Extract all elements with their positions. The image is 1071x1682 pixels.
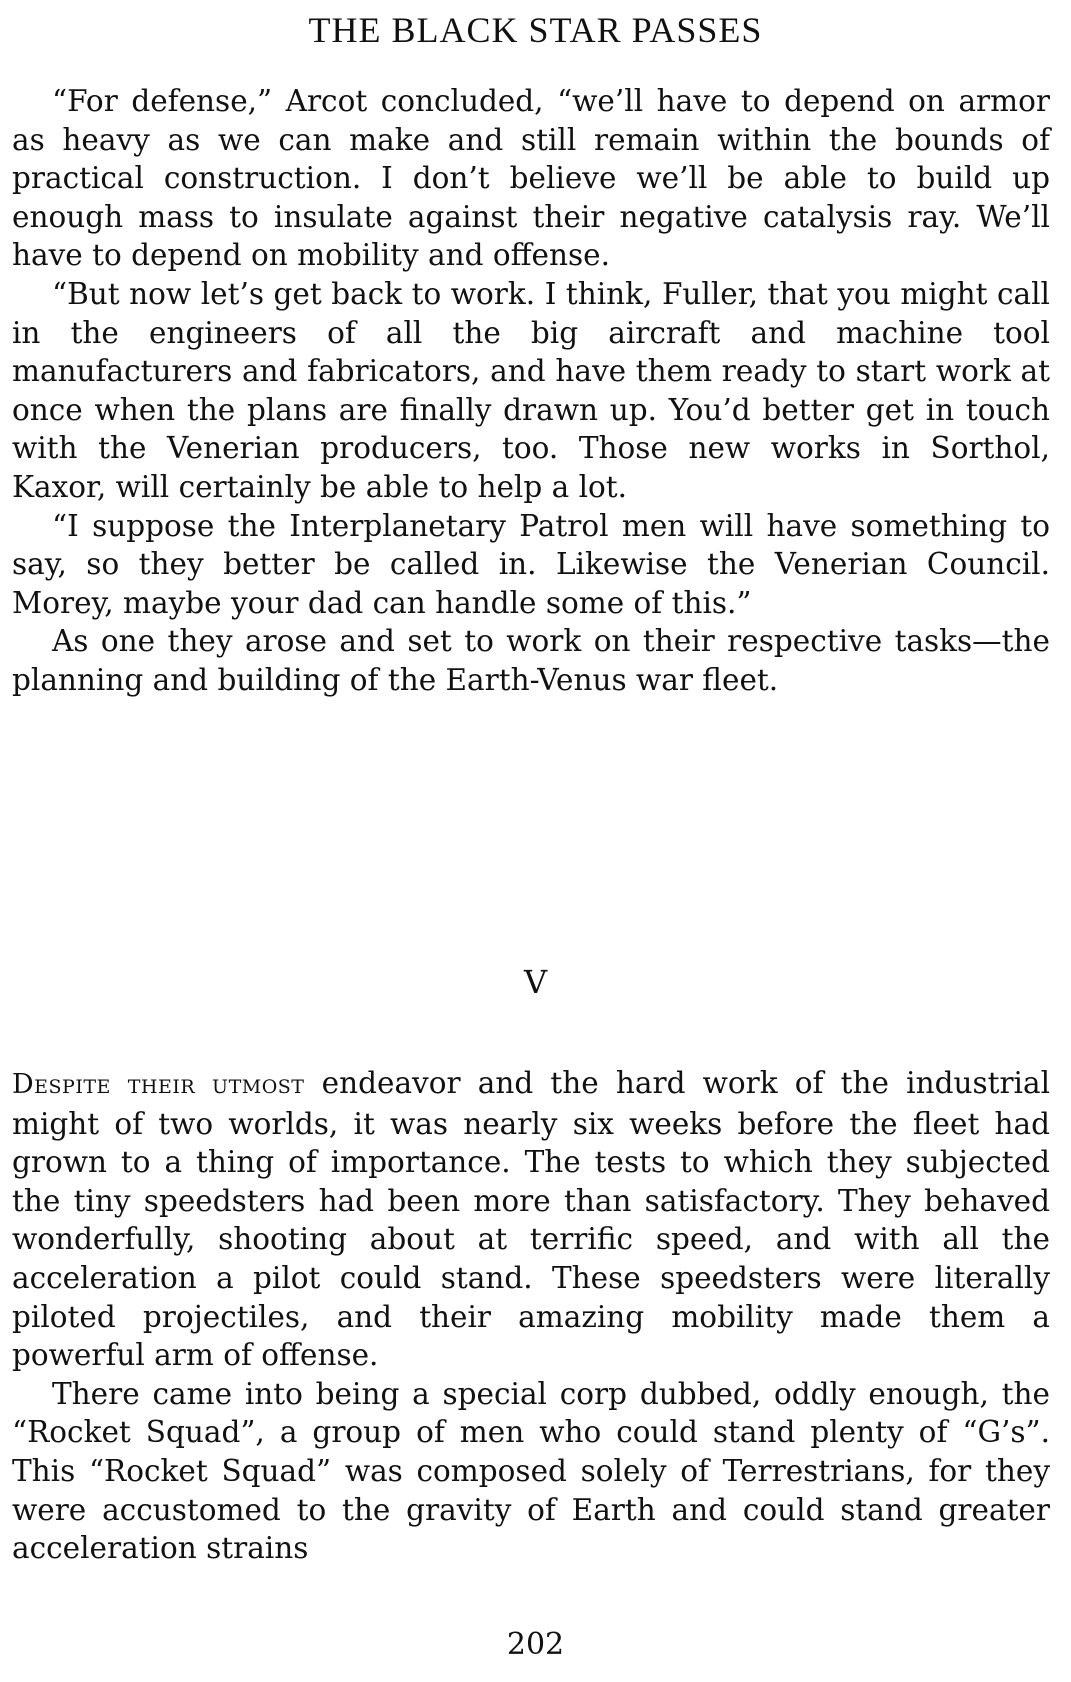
paragraph: “For defense,” Arcot concluded, “we’ll have to depend on armor as heavy as we can make and still remain within the bounds of practical construction. I don’t believe we’ll be able to build up enough mass to insulate against their negative catalysis ray. We’ll have to depend on mobility and offense. [12, 84, 1050, 273]
text-block-chapter-opening [12, 1064, 1050, 1568]
text-block-before-chapter [12, 82, 1050, 700]
paragraph: As one they arose and set to work on their respective tasks—the planning and building of the Earth-Venus war fleet. [12, 624, 1050, 697]
small-caps-lead-in: Despite their utmost [12, 1069, 305, 1100]
paragraph-text: endeavor and the hard work of the industrial might of two worlds, it was nearly six weeks before the fleet had grown to a thing of importance. The tests to which they subjected the tiny speedsters had been more than satisfactory. They behaved wonderfully, shooting about at terrific speed, and with all the acceleration a pilot could stand. These speedsters were literally piloted projectiles, and their amazing mobility made them a powerful arm of offense. [12, 1066, 1051, 1373]
paragraph: “But now let’s get back to work. I think, Fuller, that you might call in the engineers of all the big aircraft and machine tool manufacturers and fabricators, and have them ready to start work at once when the plans are finally drawn up. You’d better get in touch with the Venerian producers, too. Those new works in Sorthol, Kaxor, will certainly be able to help a lot. [12, 276, 1050, 504]
running-head: THE BLACK STAR PASSES [308, 10, 763, 50]
paragraph: There came into being a special corp dubbed, oddly enough, the “Rocket Squad”, a group of men who could stand plenty of “G’s”. This “Rocket Squad” was composed solely of Terrestrians, for they were accustomed to the gravity of Earth and could stand greater acceleration strains [12, 1376, 1050, 1566]
chapter-first-paragraph [12, 1064, 1050, 1375]
paragraph: “I suppose the Interplanetary Patrol men will have something to say, so they better be called in. Likewise the Venerian Council. Morey, maybe your dad can handle some of this.” [12, 508, 1050, 620]
chapter-number: V [523, 963, 548, 1001]
page-number: 202 [506, 1627, 565, 1662]
